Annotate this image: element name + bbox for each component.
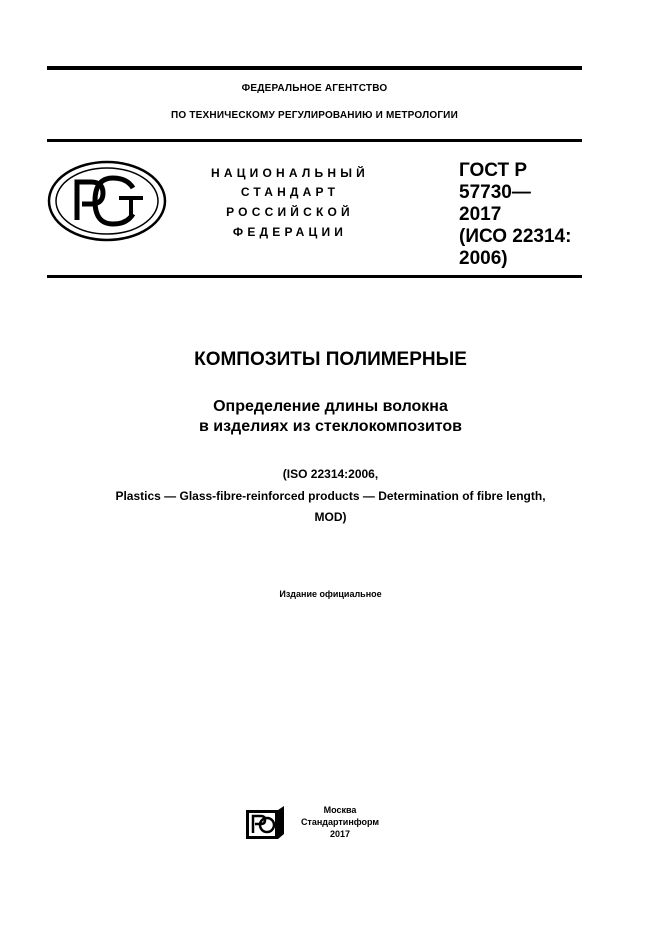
- subtitle-line-1: Определение длины волокна: [213, 398, 448, 415]
- iso-ref-line-2: Plastics — Glass-fibre-reinforced products — Determination of fibre length,: [115, 489, 546, 503]
- rst-logo: [47, 160, 167, 242]
- rst-certification-mark-icon: [47, 160, 167, 242]
- agency-line-1: ФЕДЕРАЛЬНОЕ АГЕНТСТВО: [241, 83, 388, 94]
- std-line-2: СТАНДАРТ: [240, 185, 340, 199]
- gost-line-5: 2006): [459, 248, 508, 269]
- standartinform-logo-icon: [245, 806, 285, 840]
- edition-label: Издание официальное: [279, 589, 382, 599]
- publisher-logo: [245, 806, 285, 840]
- std-line-4: ФЕДЕРАЦИИ: [232, 225, 348, 239]
- std-line-3: РОССИЙСКОЙ: [226, 205, 354, 219]
- gost-line-3: 2017: [459, 204, 502, 225]
- page-title: КОМПОЗИТЫ ПОЛИМЕРНЫЕ: [194, 349, 467, 370]
- gost-line-1: ГОСТ Р: [459, 160, 528, 181]
- header-rule: [47, 139, 582, 142]
- gost-line-4: (ИСО 22314:: [459, 226, 572, 247]
- subtitle-line-2: в изделиях из стеклокомпозитов: [198, 418, 463, 435]
- iso-ref-line-1: (ISO 22314:2006,: [282, 467, 379, 481]
- agency-line-2: ПО ТЕХНИЧЕСКОМУ РЕГУЛИРОВАНИЮ И МЕТРОЛОГИИ: [171, 110, 458, 121]
- gost-line-2: 57730—: [459, 182, 531, 203]
- publisher-year: 2017: [329, 829, 351, 839]
- iso-ref-line-3: MOD): [314, 510, 347, 524]
- std-line-1: НАЦИОНАЛЬНЫЙ: [210, 166, 370, 180]
- top-rule: [47, 66, 582, 70]
- publisher-city: Москва: [323, 805, 357, 815]
- standard-rule: [47, 275, 582, 278]
- publisher-name: Стандартинформ: [300, 817, 380, 827]
